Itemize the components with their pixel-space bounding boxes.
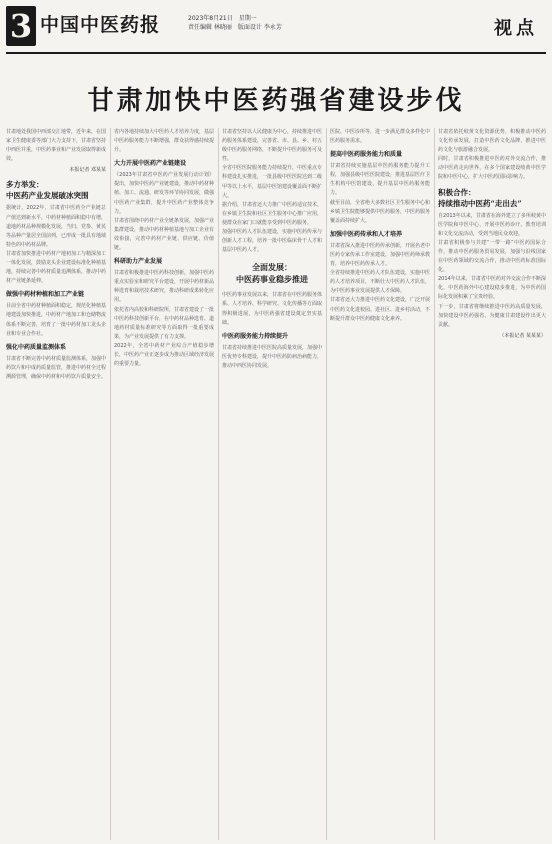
paragraph: 甘肃省深入推进中医药传承创新，开展名老中医药专家传承工作室建设，加强中医药师承教育，培养中医药传承人才。 xyxy=(330,242,430,268)
paragraph: 自2013年以来，甘肃省在海外建立了多所岐黄中医学院和中医中心，开展中医药诊疗、教育培训和文化交流活动，受到当地民众欢迎。 xyxy=(438,212,546,237)
article-column-4 xyxy=(330,128,430,840)
paragraph: 依托省内高校和科研院所，甘肃省建设了一批中医药科技创新平台，在中药材品种选育、道地药材质量标准研究等方面取得一批重要成果，为产业发展提供了有力支撑。 xyxy=(114,306,214,340)
section-subheading: 做强中药材种植和加工产业链 xyxy=(6,291,85,299)
section-subheading: 强化中药质量监测体系 xyxy=(6,343,67,351)
masthead-rule xyxy=(6,52,546,54)
issue-date: 2023年8月21日 星期一 xyxy=(188,15,257,22)
section-subheading: 提高中医药服务能力和质量 xyxy=(330,151,403,159)
paragraph: 甘肃省持续实施基层中医药服务能力提升工程，加强县级中医医院建设，推进基层医疗卫生机构中医馆建设，提升基层中医药服务能力。 xyxy=(330,163,430,197)
section-subheading xyxy=(222,261,322,285)
column-divider xyxy=(326,128,327,840)
section-subheading xyxy=(6,179,106,201)
paragraph: 省内各地持续加大中医药人才培养力度，基层中医药服务能力不断增强，群众获得感持续提升。 xyxy=(114,129,214,154)
paragraph: 甘肃省积极参与共建“一带一路”中医药国际合作，推动中医药服务贸易发展，加强与沿线国家在中医药领域的交流合作，推动中医药标准国际化。 xyxy=(438,239,546,274)
section-subheading: 大力开展中医药产业链建设 xyxy=(114,160,187,168)
section-subheading: 加强中医药传承和人才培养 xyxy=(330,230,403,238)
article-column-5 xyxy=(438,128,546,840)
masthead xyxy=(6,6,546,54)
byline: 本报记者 邓某某 xyxy=(69,167,106,174)
paragraph: 全省中医医院服务能力持续提升，中医重点专科建设扎实推进，一批县级中医医院达到二级甲等以上水平，基层中医馆建设覆盖面不断扩大。 xyxy=(222,165,322,199)
issue-editors: 责任编辑 林晓丽 版面设计 李永芳 xyxy=(188,24,282,31)
paragraph: 据介绍，甘肃省还大力推广中医药适宜技术，在乡镇卫生院和社区卫生服务中心推广应用，使群众在家门口就能享受到中医药服务。 xyxy=(222,201,322,226)
paragraph: 中医药事业发展以来，甘肃省在中医药服务体系、人才培养、科学研究、文化传播等方面取得积极进展，为中医药强省建设奠定坚实基础。 xyxy=(222,292,322,326)
subheading-lead: 全面发展： xyxy=(252,262,292,273)
column-divider xyxy=(218,128,219,840)
paragraph: 目前全省中药材种植面积稳定，规范化种植基地建设加快推进，中药材产地加工和仓储物流体系不断完善，培育了一批中药材加工龙头企业和专业合作社。 xyxy=(6,303,106,337)
article-column-1 xyxy=(6,128,106,840)
paragraph: 甘肃地处我国中西部交汇地带，近年来，在国家卫生健康委等部门大力支持下，甘肃省坚持中西医并重，中医药事业和产业发展取得新成效。 xyxy=(6,129,106,163)
paragraph: 甘肃省还大力推进中医药文化建设，广泛开展中医药文化进校园、进社区、进乡村活动，不断提升群众中医药健康文化素养。 xyxy=(330,297,430,322)
paragraph: 甘肃省持续推进中医医院高质量发展，加强中医优势专科建设，提升中医药防病治病能力，推动中西医协同发展。 xyxy=(222,344,322,369)
article-column-3 xyxy=(222,128,322,840)
paragraph: 2022年，全省中药材产业综合产值稳步增长，中医药产业正逐步成为推动区域经济发展的重要力量。 xyxy=(114,342,214,368)
page-number: 3 xyxy=(6,6,36,46)
paper-name-logo: 中国中医药报 xyxy=(40,14,161,36)
subheading-text: 中医药事业稳步推进 xyxy=(236,274,308,285)
subheading-lead: 多方举发： xyxy=(6,180,44,190)
paragraph: 甘肃省积极推进中医药科技创新，加强中医药重点实验室和研究平台建设，开展中药材新品种选育和栽培技术研究，推动科研成果转化应用。 xyxy=(114,270,214,304)
article-headline: 甘肃加快中医药强省建设步伐 xyxy=(87,86,465,116)
section-subheading: 中医药服务能力持续提升 xyxy=(222,332,289,340)
paragraph: 加强中医药人才队伍建设，实施中医药传承与创新人才工程，培养一批中医临床骨干人才和基层中医药人才。 xyxy=(222,229,322,254)
paragraph: 甘肃省围绕中药材产业全链条发展，加强产业集群建设，推动中药材种植基地与加工企业有效衔接，完善中药材产业链、供应链、价值链。 xyxy=(114,217,214,252)
paragraph: 同时，甘肃省积极推进中医药对外交流合作，推动中医药走向世界，在多个国家建设岐黄中医学院和中医中心，扩大中医药国际影响力。 xyxy=(438,156,546,181)
paragraph: 截至目前，全省绝大多数社区卫生服务中心和乡镇卫生院能够提供中医药服务，中医药服务覆盖面持续扩大。 xyxy=(330,199,430,224)
subheading-text: 中医药产业发展破冰突围 xyxy=(6,191,89,201)
paragraph: 下一步，甘肃省将继续推进中医药高质量发展，加快建设中医药强省，为健康甘肃建设作出更大贡献。 xyxy=(438,303,546,328)
section-subheading: 科研助力产业发展 xyxy=(114,258,163,266)
paragraph: 2014年以来，甘肃省中医药对外交流合作不断深化，中医药海外中心建设稳步推进，为中医药国际化发展积累了宝贵经验。 xyxy=(438,276,546,301)
issue-info xyxy=(188,14,282,32)
column-divider xyxy=(434,128,435,840)
byline: （本报记者 某某某） xyxy=(499,332,546,339)
paragraph: 医院、中医诊所等，进一步满足群众多样化中医药服务需求。 xyxy=(330,129,430,145)
paragraph: 甘肃省加快推进中药材产地初加工与精深加工一体化发展，鼓励龙头企业建设标准化种植基地，持续完善中药材质量追溯体系，推动中药材产业链条延伸。 xyxy=(6,250,106,285)
paragraph: 《2023年甘肃省中医药产业发展行动计划》提出，加快中医药产业链建设，推动中药材种植、加工、流通、研发等环节协同发展，做强中医药产业集群，提升中医药产业整体竞争力。 xyxy=(114,172,214,215)
paragraph: 甘肃省依托岐黄文化资源优势，积极推动中医药文化传承发展，打造中医药文化品牌，推进中医药文化与旅游融合发展。 xyxy=(438,129,546,154)
subheading-text: 持续推动中医药“走出去” xyxy=(438,198,522,208)
column-divider xyxy=(110,128,111,840)
subheading-lead: 积极合作： xyxy=(438,187,476,197)
section-subheading xyxy=(438,187,546,209)
section-name: 视点 xyxy=(494,18,538,39)
paragraph: 据统计，2022年，甘肃省中医药全产业链总产值达到新水平，中药材种植面积稳中有增，道地药材品种规模化发展，当归、党参、黄芪等品种产量居全国前列，已形成一批具有地域特色的中药材品牌。 xyxy=(6,205,106,248)
article-column-2 xyxy=(114,128,214,840)
paragraph: 甘肃省坚持以人民健康为中心，持续推进中医药服务体系建设，完善省、市、县、乡、村五级中医药服务网络，不断提升中医药服务可及性。 xyxy=(222,129,322,163)
paragraph: 甘肃省不断完善中药材质量监测体系，加强中药饮片和中成药质量监管，推进中药材全过程溯源管理，确保中药材和中药饮片质量安全。 xyxy=(6,355,106,380)
paragraph: 全省持续推进中医药人才队伍建设，实施中医药人才培养项目，不断壮大中医药人才队伍，为中医药事业发展提供人才保障。 xyxy=(330,270,430,295)
